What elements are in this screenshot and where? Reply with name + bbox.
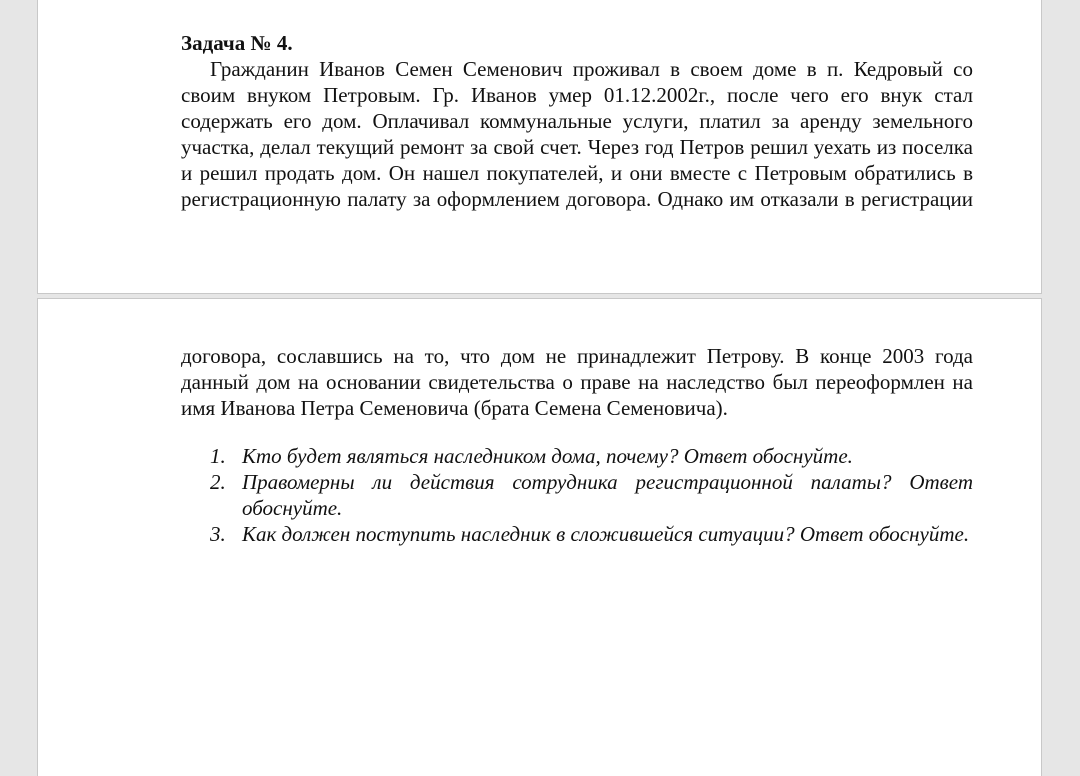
- page-one-text: [181, 30, 973, 212]
- question-item: [181, 443, 973, 469]
- question-number: 2.: [210, 470, 226, 494]
- question-number: 3.: [210, 522, 226, 546]
- question-number: 1.: [210, 444, 226, 468]
- question-list: [181, 443, 973, 547]
- task-paragraph-start: Гражданин Иванов Семен Семенович проживал в своем доме в п. Кедровый со своим внуком Петровым. Гр. Иванов умер 01.12.2002г., после чего его внук стал содержать его дом. Оплачивал коммунальные услуги, платил за аренду земельного участка, делал текущий ремонт за свой счет. Через год Петров решил уехать из поселка и решил продать дом. Он нашел покупателей, и они вместе с Петровым обратились в регистрационную палату за оформлением договора. Однако им отказали в регистрации: [181, 57, 973, 211]
- task-paragraph-continued: договора, сославшись на то, что дом не принадлежит Петрову. В конце 2003 года данный дом на основании свидетельства о праве на наследство был переоформлен на имя Иванова Петра Семеновича (брата Семена Семеновича).: [181, 344, 973, 420]
- question-item: [181, 469, 973, 521]
- question-text: Как должен поступить наследник в сложившейся ситуации? Ответ обоснуйте.: [242, 522, 970, 546]
- question-text: Правомерны ли действия сотрудника регистрационной палаты? Ответ обоснуйте.: [242, 470, 973, 520]
- page-one: [37, 0, 1042, 294]
- task-heading: Задача № 4.: [181, 31, 293, 55]
- page-two-text: [181, 343, 973, 547]
- question-item: [181, 521, 973, 547]
- question-text: Кто будет являться наследником дома, почему? Ответ обоснуйте.: [242, 444, 853, 468]
- page-two: [37, 298, 1042, 776]
